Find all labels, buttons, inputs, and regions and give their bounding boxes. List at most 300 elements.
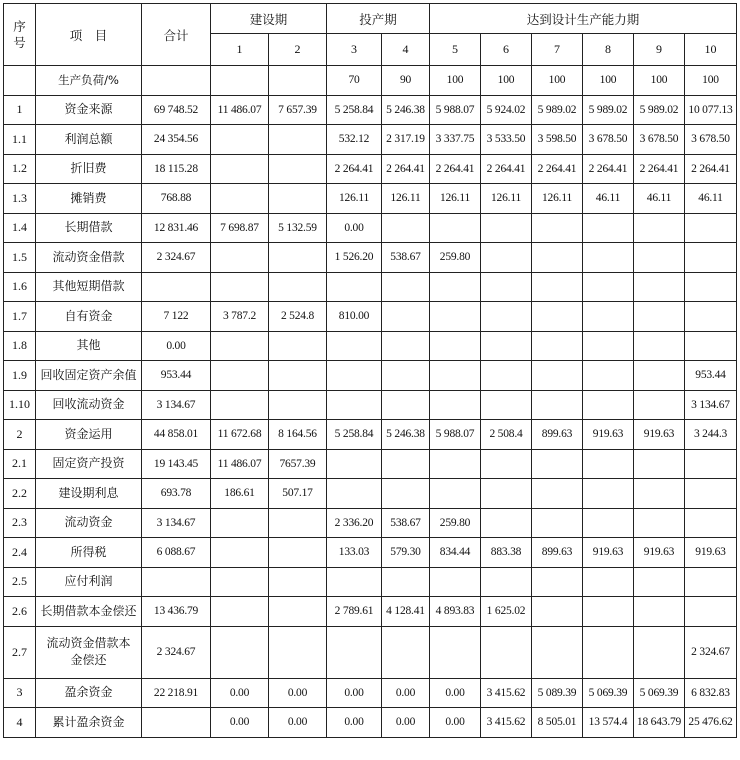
load-row	[4, 66, 737, 96]
row-year-value	[211, 597, 269, 627]
row-seq: 1.8	[4, 331, 36, 361]
row-seq: 4	[4, 708, 36, 738]
row-year-value: 5 988.07	[430, 95, 481, 125]
row-year-value: 3 533.50	[481, 125, 532, 155]
row-year-value	[481, 390, 532, 420]
row-year-value: 8 164.56	[269, 420, 327, 450]
table-body	[4, 66, 737, 738]
row-total: 7 122	[142, 302, 211, 332]
row-year-value	[634, 331, 685, 361]
row-total: 12 831.46	[142, 213, 211, 243]
row-year-value: 4 893.83	[430, 597, 481, 627]
row-year-value: 11 486.07	[211, 449, 269, 479]
row-year-value: 5 246.38	[382, 95, 430, 125]
row-year-value: 0.00	[327, 678, 382, 708]
row-item-name: 其他短期借款	[36, 272, 142, 302]
row-year-value	[327, 361, 382, 391]
row-year-value: 0.00	[269, 708, 327, 738]
row-seq: 1.2	[4, 154, 36, 184]
row-total: 18 115.28	[142, 154, 211, 184]
row-year-value: 126.11	[382, 184, 430, 214]
row-item-name: 利润总额	[36, 125, 142, 155]
row-year-value	[583, 272, 634, 302]
row-year-value	[532, 213, 583, 243]
row-year-value: 126.11	[481, 184, 532, 214]
row-year-value	[382, 272, 430, 302]
row-year-value	[685, 272, 737, 302]
row-year-value	[211, 331, 269, 361]
row-year-value: 919.63	[583, 538, 634, 568]
row-item-name: 长期借款本金偿还	[36, 597, 142, 627]
row-year-value: 3 134.67	[685, 390, 737, 420]
row-year-value	[634, 508, 685, 538]
row-total: 69 748.52	[142, 95, 211, 125]
row-year-value	[481, 243, 532, 273]
table-row	[4, 390, 737, 420]
row-year-value	[327, 626, 382, 678]
row-year-value: 0.00	[430, 678, 481, 708]
row-year-value	[327, 449, 382, 479]
row-year-value	[583, 331, 634, 361]
row-year-value	[532, 272, 583, 302]
row-total: 13 436.79	[142, 597, 211, 627]
row-year-value	[430, 331, 481, 361]
row-year-value	[382, 302, 430, 332]
row-year-value	[634, 272, 685, 302]
row-year-value	[211, 390, 269, 420]
row-year-value	[430, 567, 481, 597]
row-year-value	[382, 567, 430, 597]
row-year-value	[481, 508, 532, 538]
table-row	[4, 479, 737, 509]
row-year-value	[583, 390, 634, 420]
row-year-value	[430, 361, 481, 391]
row-year-value	[532, 390, 583, 420]
row-year-value	[634, 449, 685, 479]
row-year-value	[532, 508, 583, 538]
row-year-value: 2 324.67	[685, 626, 737, 678]
load-value: 100	[685, 66, 737, 96]
row-year-value	[583, 243, 634, 273]
row-year-value	[583, 213, 634, 243]
header-year: 4	[382, 34, 430, 66]
row-year-value	[382, 213, 430, 243]
row-year-value	[532, 302, 583, 332]
row-year-value	[382, 626, 430, 678]
row-year-value	[481, 272, 532, 302]
header-construction-period: 建设期	[211, 4, 327, 34]
row-total: 693.78	[142, 479, 211, 509]
row-year-value	[269, 361, 327, 391]
row-year-value	[211, 154, 269, 184]
row-year-value	[269, 390, 327, 420]
row-year-value: 0.00	[269, 678, 327, 708]
table-row	[4, 125, 737, 155]
row-total: 2 324.67	[142, 243, 211, 273]
row-year-value: 46.11	[685, 184, 737, 214]
row-year-value	[382, 331, 430, 361]
table-row	[4, 597, 737, 627]
row-year-value: 3 415.62	[481, 708, 532, 738]
row-year-value	[634, 361, 685, 391]
row-year-value: 7 657.39	[269, 95, 327, 125]
row-year-value	[481, 479, 532, 509]
row-year-value: 3 598.50	[532, 125, 583, 155]
row-seq: 2	[4, 420, 36, 450]
row-year-value: 2 264.41	[532, 154, 583, 184]
row-total: 953.44	[142, 361, 211, 391]
row-year-value	[269, 567, 327, 597]
row-seq: 1.4	[4, 213, 36, 243]
row-year-value: 899.63	[532, 420, 583, 450]
row-year-value: 1 625.02	[481, 597, 532, 627]
row-year-value: 2 264.41	[634, 154, 685, 184]
row-year-value: 126.11	[532, 184, 583, 214]
row-total: 768.88	[142, 184, 211, 214]
row-total: 6 088.67	[142, 538, 211, 568]
row-item-name: 资金运用	[36, 420, 142, 450]
row-year-value: 186.61	[211, 479, 269, 509]
table-row	[4, 154, 737, 184]
row-total	[142, 567, 211, 597]
row-item-name: 累计盈余资金	[36, 708, 142, 738]
row-total	[142, 272, 211, 302]
row-seq: 2.5	[4, 567, 36, 597]
table-row	[4, 626, 737, 678]
row-year-value: 883.38	[481, 538, 532, 568]
row-year-value: 10 077.13	[685, 95, 737, 125]
row-year-value: 0.00	[430, 708, 481, 738]
row-seq: 1.10	[4, 390, 36, 420]
row-year-value: 0.00	[211, 708, 269, 738]
row-year-value: 0.00	[382, 678, 430, 708]
row-year-value	[532, 243, 583, 273]
row-year-value: 2 508.4	[481, 420, 532, 450]
row-year-value: 5 989.02	[583, 95, 634, 125]
row-seq: 1.7	[4, 302, 36, 332]
row-year-value: 538.67	[382, 243, 430, 273]
row-year-value: 259.80	[430, 508, 481, 538]
row-year-value: 2 264.41	[481, 154, 532, 184]
row-seq: 2.4	[4, 538, 36, 568]
row-year-value: 919.63	[685, 538, 737, 568]
row-year-value: 2 264.41	[430, 154, 481, 184]
load-value: 100	[430, 66, 481, 96]
row-year-value: 834.44	[430, 538, 481, 568]
row-year-value	[634, 243, 685, 273]
row-year-value	[481, 361, 532, 391]
row-year-value: 3 678.50	[685, 125, 737, 155]
row-year-value: 919.63	[634, 538, 685, 568]
header-total: 合计	[142, 4, 211, 66]
row-total: 3 134.67	[142, 390, 211, 420]
row-total: 3 134.67	[142, 508, 211, 538]
row-year-value: 2 264.41	[327, 154, 382, 184]
row-year-value	[211, 243, 269, 273]
row-total: 44 858.01	[142, 420, 211, 450]
row-year-value	[481, 213, 532, 243]
row-year-value	[685, 449, 737, 479]
header-year: 6	[481, 34, 532, 66]
row-year-value: 2 789.61	[327, 597, 382, 627]
row-year-value	[211, 626, 269, 678]
row-year-value: 919.63	[583, 420, 634, 450]
header-year: 10	[685, 34, 737, 66]
load-total-cell	[142, 66, 211, 96]
row-year-value: 0.00	[327, 708, 382, 738]
row-year-value: 2 264.41	[685, 154, 737, 184]
row-year-value	[532, 597, 583, 627]
row-year-value: 8 505.01	[532, 708, 583, 738]
row-year-value	[430, 626, 481, 678]
row-year-value	[211, 567, 269, 597]
row-year-value	[382, 479, 430, 509]
row-year-value	[382, 390, 430, 420]
load-value: 100	[634, 66, 685, 96]
row-year-value	[211, 538, 269, 568]
row-year-value: 899.63	[532, 538, 583, 568]
row-item-name: 回收流动资金	[36, 390, 142, 420]
row-year-value	[634, 597, 685, 627]
row-year-value	[269, 538, 327, 568]
row-year-value	[634, 479, 685, 509]
row-year-value: 11 672.68	[211, 420, 269, 450]
row-seq: 1.3	[4, 184, 36, 214]
load-seq-cell	[4, 66, 36, 96]
row-year-value: 3 337.75	[430, 125, 481, 155]
row-item-name: 其他	[36, 331, 142, 361]
row-year-value	[583, 479, 634, 509]
row-year-value	[211, 508, 269, 538]
row-year-value: 25 476.62	[685, 708, 737, 738]
row-year-value	[211, 272, 269, 302]
row-year-value: 0.00	[382, 708, 430, 738]
load-value: 100	[532, 66, 583, 96]
row-year-value	[430, 390, 481, 420]
header-item: 项 目	[36, 4, 142, 66]
row-year-value	[269, 508, 327, 538]
row-total: 0.00	[142, 331, 211, 361]
row-year-value	[583, 597, 634, 627]
row-item-name: 摊销费	[36, 184, 142, 214]
row-year-value	[481, 567, 532, 597]
row-seq: 1	[4, 95, 36, 125]
row-year-value: 7 698.87	[211, 213, 269, 243]
row-year-value: 3 678.50	[583, 125, 634, 155]
row-year-value	[211, 361, 269, 391]
row-year-value	[685, 479, 737, 509]
row-year-value	[685, 243, 737, 273]
table-row	[4, 538, 737, 568]
row-year-value: 2 264.41	[583, 154, 634, 184]
table-row	[4, 243, 737, 273]
row-year-value: 538.67	[382, 508, 430, 538]
load-label: 生产负荷/%	[36, 66, 142, 96]
row-item-name: 自有资金	[36, 302, 142, 332]
row-item-name: 应付利润	[36, 567, 142, 597]
row-seq: 1.6	[4, 272, 36, 302]
row-year-value: 259.80	[430, 243, 481, 273]
row-year-value: 532.12	[327, 125, 382, 155]
row-year-value: 3 415.62	[481, 678, 532, 708]
row-year-value: 46.11	[583, 184, 634, 214]
row-year-value: 4 128.41	[382, 597, 430, 627]
row-year-value	[327, 479, 382, 509]
row-year-value: 2 336.20	[327, 508, 382, 538]
load-value	[269, 66, 327, 96]
row-year-value	[327, 390, 382, 420]
row-year-value	[327, 331, 382, 361]
row-item-name: 回收固定资产余值	[36, 361, 142, 391]
row-year-value	[430, 213, 481, 243]
table-row	[4, 708, 737, 738]
row-year-value	[634, 626, 685, 678]
load-value: 100	[583, 66, 634, 96]
row-year-value	[634, 390, 685, 420]
row-total	[142, 708, 211, 738]
row-item-name: 流动资金借款	[36, 243, 142, 273]
row-year-value: 5 989.02	[532, 95, 583, 125]
row-year-value: 919.63	[634, 420, 685, 450]
row-year-value: 18 643.79	[634, 708, 685, 738]
row-item-name: 所得税	[36, 538, 142, 568]
header-design-capacity-period: 达到设计生产能力期	[430, 4, 737, 34]
table-row	[4, 302, 737, 332]
header-year: 8	[583, 34, 634, 66]
load-value: 90	[382, 66, 430, 96]
row-year-value	[430, 302, 481, 332]
load-value: 70	[327, 66, 382, 96]
row-year-value	[532, 479, 583, 509]
row-year-value	[481, 331, 532, 361]
row-year-value	[583, 361, 634, 391]
row-year-value: 7657.39	[269, 449, 327, 479]
row-year-value	[269, 243, 327, 273]
table-row	[4, 420, 737, 450]
row-year-value	[685, 508, 737, 538]
header-year: 7	[532, 34, 583, 66]
row-year-value: 5 988.07	[430, 420, 481, 450]
table-row	[4, 361, 737, 391]
row-year-value: 5 246.38	[382, 420, 430, 450]
row-seq: 2.3	[4, 508, 36, 538]
row-total: 19 143.45	[142, 449, 211, 479]
row-year-value: 5 069.39	[634, 678, 685, 708]
row-year-value	[269, 125, 327, 155]
row-year-value: 5 132.59	[269, 213, 327, 243]
row-year-value	[532, 361, 583, 391]
row-item-name: 盈余资金	[36, 678, 142, 708]
load-value	[211, 66, 269, 96]
row-total: 2 324.67	[142, 626, 211, 678]
table-row	[4, 213, 737, 243]
row-year-value	[634, 213, 685, 243]
row-year-value	[685, 567, 737, 597]
row-item-name: 长期借款	[36, 213, 142, 243]
row-year-value	[481, 626, 532, 678]
row-year-value	[269, 331, 327, 361]
row-total: 24 354.56	[142, 125, 211, 155]
table-row	[4, 508, 737, 538]
header-year: 1	[211, 34, 269, 66]
row-year-value: 2 317.19	[382, 125, 430, 155]
row-year-value	[269, 154, 327, 184]
row-year-value	[583, 626, 634, 678]
row-year-value	[269, 272, 327, 302]
row-year-value: 133.03	[327, 538, 382, 568]
header-year: 5	[430, 34, 481, 66]
row-year-value	[269, 626, 327, 678]
row-year-value: 5 924.02	[481, 95, 532, 125]
row-year-value: 5 258.84	[327, 95, 382, 125]
row-year-value	[481, 449, 532, 479]
row-year-value	[583, 508, 634, 538]
row-total: 22 218.91	[142, 678, 211, 708]
row-year-value	[211, 125, 269, 155]
row-seq: 2.6	[4, 597, 36, 627]
row-year-value: 953.44	[685, 361, 737, 391]
row-seq: 3	[4, 678, 36, 708]
row-seq: 2.1	[4, 449, 36, 479]
table-row	[4, 678, 737, 708]
row-item-name: 流动资金	[36, 508, 142, 538]
row-year-value	[269, 184, 327, 214]
row-item-name: 资金来源	[36, 95, 142, 125]
row-year-value: 3 244.3	[685, 420, 737, 450]
table-row	[4, 272, 737, 302]
row-year-value: 5 069.39	[583, 678, 634, 708]
row-item-name: 流动资金借款本金偿还	[36, 626, 142, 678]
row-year-value: 6 832.83	[685, 678, 737, 708]
row-seq: 1.1	[4, 125, 36, 155]
row-item-name: 固定资产投资	[36, 449, 142, 479]
row-year-value: 46.11	[634, 184, 685, 214]
row-year-value	[583, 302, 634, 332]
row-year-value	[583, 567, 634, 597]
row-year-value: 126.11	[327, 184, 382, 214]
row-year-value	[481, 302, 532, 332]
table-row	[4, 331, 737, 361]
header-year: 9	[634, 34, 685, 66]
row-year-value: 579.30	[382, 538, 430, 568]
table-row	[4, 449, 737, 479]
row-year-value	[532, 626, 583, 678]
row-year-value: 11 486.07	[211, 95, 269, 125]
row-seq: 1.9	[4, 361, 36, 391]
row-year-value	[634, 302, 685, 332]
header-year: 2	[269, 34, 327, 66]
header-year: 3	[327, 34, 382, 66]
row-year-value: 3 787.2	[211, 302, 269, 332]
row-item-name: 建设期利息	[36, 479, 142, 509]
row-year-value	[532, 449, 583, 479]
row-year-value	[382, 361, 430, 391]
row-year-value: 5 258.84	[327, 420, 382, 450]
header-seq: 序号	[4, 4, 36, 66]
row-year-value: 5 089.39	[532, 678, 583, 708]
row-year-value	[269, 597, 327, 627]
row-year-value	[382, 449, 430, 479]
table-row	[4, 184, 737, 214]
row-year-value	[685, 302, 737, 332]
row-year-value	[327, 567, 382, 597]
row-year-value: 507.17	[269, 479, 327, 509]
row-year-value	[583, 449, 634, 479]
row-year-value	[685, 597, 737, 627]
row-seq: 2.2	[4, 479, 36, 509]
row-year-value	[685, 213, 737, 243]
row-item-name: 折旧费	[36, 154, 142, 184]
